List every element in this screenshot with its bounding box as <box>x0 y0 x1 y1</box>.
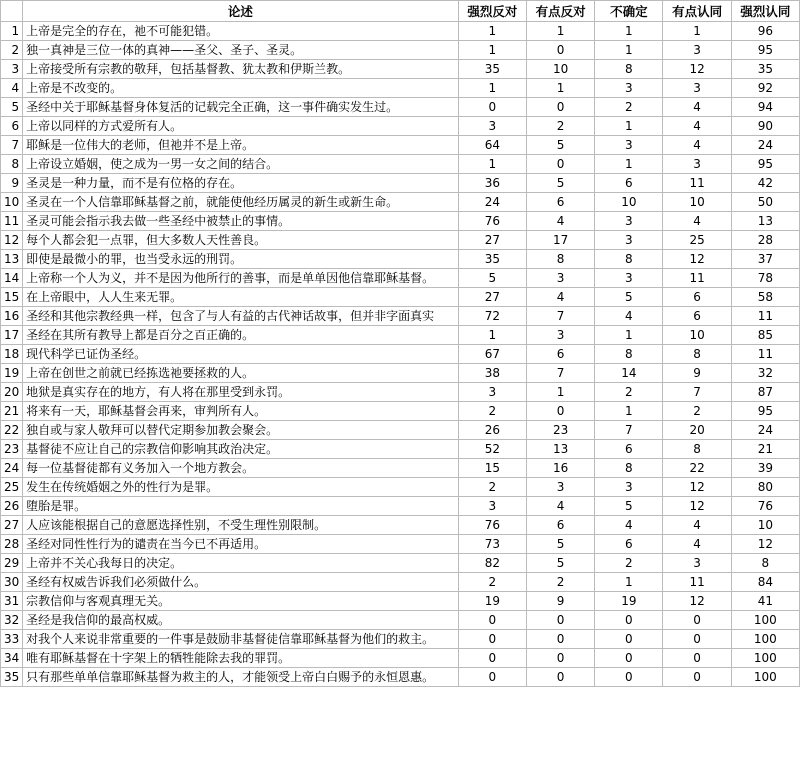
cell-not-sure: 2 <box>595 554 663 573</box>
table-row <box>1 630 800 649</box>
cell-not-sure: 19 <box>595 592 663 611</box>
cell-somewhat-agree: 10 <box>663 193 731 212</box>
row-index: 18 <box>1 345 23 364</box>
table-row <box>1 307 800 326</box>
cell-not-sure: 8 <box>595 250 663 269</box>
cell-somewhat-agree: 4 <box>663 136 731 155</box>
row-index: 33 <box>1 630 23 649</box>
cell-somewhat-agree: 12 <box>663 497 731 516</box>
row-statement: 圣灵是一种力量，而不是有位格的存在。 <box>23 174 459 193</box>
cell-somewhat-disagree: 9 <box>526 592 594 611</box>
cell-strongly-agree: 80 <box>731 478 799 497</box>
table-row <box>1 136 800 155</box>
row-statement: 圣灵可能会指示我去做一些圣经中被禁止的事情。 <box>23 212 459 231</box>
cell-not-sure: 1 <box>595 117 663 136</box>
row-statement: 上帝称一个人为义，并不是因为他所行的善事，而是单单因他信靠耶稣基督。 <box>23 269 459 288</box>
cell-strongly-agree: 32 <box>731 364 799 383</box>
cell-strongly-disagree: 0 <box>458 649 526 668</box>
row-index: 30 <box>1 573 23 592</box>
cell-not-sure: 1 <box>595 402 663 421</box>
row-statement: 每个人都会犯一点罪，但大多数人天性善良。 <box>23 231 459 250</box>
cell-somewhat-agree: 12 <box>663 250 731 269</box>
cell-somewhat-disagree: 0 <box>526 155 594 174</box>
row-index: 3 <box>1 60 23 79</box>
cell-somewhat-agree: 3 <box>663 155 731 174</box>
column-header-somewhat-agree: 有点认同 <box>663 1 731 22</box>
cell-not-sure: 5 <box>595 497 663 516</box>
row-statement: 圣经是我信仰的最高权威。 <box>23 611 459 630</box>
row-statement: 独一真神是三位一体的真神——圣父、圣子、圣灵。 <box>23 41 459 60</box>
cell-strongly-disagree: 3 <box>458 497 526 516</box>
cell-strongly-agree: 50 <box>731 193 799 212</box>
table-row <box>1 155 800 174</box>
cell-strongly-agree: 95 <box>731 41 799 60</box>
cell-somewhat-agree: 4 <box>663 98 731 117</box>
cell-somewhat-disagree: 7 <box>526 307 594 326</box>
cell-somewhat-disagree: 1 <box>526 383 594 402</box>
cell-somewhat-disagree: 17 <box>526 231 594 250</box>
cell-strongly-disagree: 1 <box>458 326 526 345</box>
row-index: 4 <box>1 79 23 98</box>
row-statement: 上帝以同样的方式爱所有人。 <box>23 117 459 136</box>
row-statement: 每一位基督徒都有义务加入一个地方教会。 <box>23 459 459 478</box>
row-statement: 将来有一天，耶稣基督会再来，审判所有人。 <box>23 402 459 421</box>
table-row <box>1 364 800 383</box>
cell-not-sure: 0 <box>595 649 663 668</box>
cell-strongly-agree: 11 <box>731 345 799 364</box>
cell-strongly-agree: 92 <box>731 79 799 98</box>
cell-somewhat-agree: 4 <box>663 535 731 554</box>
cell-strongly-disagree: 26 <box>458 421 526 440</box>
cell-strongly-disagree: 3 <box>458 383 526 402</box>
row-statement: 上帝设立婚姻，使之成为一男一女之间的结合。 <box>23 155 459 174</box>
cell-somewhat-disagree: 4 <box>526 212 594 231</box>
column-header-somewhat-disagree: 有点反对 <box>526 1 594 22</box>
row-index: 34 <box>1 649 23 668</box>
cell-somewhat-agree: 3 <box>663 554 731 573</box>
cell-strongly-disagree: 0 <box>458 611 526 630</box>
cell-somewhat-agree: 10 <box>663 326 731 345</box>
cell-somewhat-agree: 1 <box>663 22 731 41</box>
row-index: 35 <box>1 668 23 687</box>
column-header-strongly-agree: 强烈认同 <box>731 1 799 22</box>
cell-somewhat-disagree: 6 <box>526 345 594 364</box>
cell-strongly-agree: 76 <box>731 497 799 516</box>
cell-strongly-agree: 24 <box>731 421 799 440</box>
cell-not-sure: 3 <box>595 212 663 231</box>
cell-strongly-agree: 37 <box>731 250 799 269</box>
row-statement: 圣灵在一个人信靠耶稣基督之前，就能使他经历属灵的新生或新生命。 <box>23 193 459 212</box>
row-index: 28 <box>1 535 23 554</box>
cell-somewhat-disagree: 1 <box>526 22 594 41</box>
cell-strongly-disagree: 0 <box>458 668 526 687</box>
row-statement: 即使是最微小的罪，也当受永远的刑罚。 <box>23 250 459 269</box>
cell-somewhat-disagree: 5 <box>526 535 594 554</box>
table-row <box>1 269 800 288</box>
table-row <box>1 459 800 478</box>
table-row <box>1 98 800 117</box>
cell-strongly-agree: 42 <box>731 174 799 193</box>
cell-not-sure: 2 <box>595 98 663 117</box>
cell-strongly-disagree: 19 <box>458 592 526 611</box>
cell-somewhat-agree: 22 <box>663 459 731 478</box>
cell-somewhat-disagree: 0 <box>526 402 594 421</box>
cell-strongly-disagree: 0 <box>458 98 526 117</box>
row-index: 11 <box>1 212 23 231</box>
row-statement: 圣经对同性性行为的谴责在当今已不再适用。 <box>23 535 459 554</box>
cell-somewhat-disagree: 6 <box>526 516 594 535</box>
row-index: 12 <box>1 231 23 250</box>
cell-somewhat-disagree: 23 <box>526 421 594 440</box>
cell-strongly-disagree: 15 <box>458 459 526 478</box>
cell-not-sure: 0 <box>595 630 663 649</box>
cell-strongly-agree: 35 <box>731 60 799 79</box>
cell-strongly-agree: 58 <box>731 288 799 307</box>
cell-somewhat-agree: 20 <box>663 421 731 440</box>
table-row <box>1 193 800 212</box>
cell-somewhat-disagree: 5 <box>526 174 594 193</box>
row-index: 8 <box>1 155 23 174</box>
row-statement: 发生在传统婚姻之外的性行为是罪。 <box>23 478 459 497</box>
row-index: 20 <box>1 383 23 402</box>
table-row <box>1 250 800 269</box>
cell-somewhat-agree: 3 <box>663 79 731 98</box>
row-index: 21 <box>1 402 23 421</box>
table-row <box>1 383 800 402</box>
row-index: 31 <box>1 592 23 611</box>
row-statement: 耶稣是一位伟大的老师，但祂并不是上帝。 <box>23 136 459 155</box>
table-row <box>1 440 800 459</box>
table-row <box>1 421 800 440</box>
row-statement: 在上帝眼中，人人生来无罪。 <box>23 288 459 307</box>
cell-strongly-agree: 94 <box>731 98 799 117</box>
cell-somewhat-disagree: 8 <box>526 250 594 269</box>
cell-not-sure: 10 <box>595 193 663 212</box>
cell-strongly-agree: 85 <box>731 326 799 345</box>
cell-somewhat-disagree: 0 <box>526 630 594 649</box>
cell-strongly-agree: 84 <box>731 573 799 592</box>
row-index: 32 <box>1 611 23 630</box>
cell-strongly-disagree: 35 <box>458 60 526 79</box>
cell-strongly-agree: 87 <box>731 383 799 402</box>
row-index: 29 <box>1 554 23 573</box>
cell-strongly-agree: 100 <box>731 668 799 687</box>
cell-somewhat-agree: 2 <box>663 402 731 421</box>
cell-somewhat-disagree: 2 <box>526 573 594 592</box>
cell-strongly-agree: 100 <box>731 630 799 649</box>
row-statement: 地狱是真实存在的地方，有人将在那里受到永罚。 <box>23 383 459 402</box>
table-row <box>1 231 800 250</box>
cell-not-sure: 3 <box>595 231 663 250</box>
table-row <box>1 22 800 41</box>
cell-somewhat-agree: 9 <box>663 364 731 383</box>
cell-somewhat-agree: 4 <box>663 212 731 231</box>
cell-strongly-disagree: 38 <box>458 364 526 383</box>
column-header-statement: 论述 <box>23 1 459 22</box>
row-statement: 圣经在其所有教导上都是百分之百正确的。 <box>23 326 459 345</box>
cell-strongly-disagree: 3 <box>458 117 526 136</box>
cell-strongly-agree: 28 <box>731 231 799 250</box>
row-index: 24 <box>1 459 23 478</box>
cell-strongly-agree: 10 <box>731 516 799 535</box>
row-index: 23 <box>1 440 23 459</box>
cell-somewhat-disagree: 0 <box>526 611 594 630</box>
cell-strongly-agree: 96 <box>731 22 799 41</box>
row-index: 6 <box>1 117 23 136</box>
table-row <box>1 516 800 535</box>
cell-not-sure: 3 <box>595 478 663 497</box>
cell-strongly-disagree: 76 <box>458 212 526 231</box>
row-statement: 独自或与家人敬拜可以替代定期参加教会聚会。 <box>23 421 459 440</box>
cell-somewhat-disagree: 5 <box>526 554 594 573</box>
row-index: 19 <box>1 364 23 383</box>
table-row <box>1 326 800 345</box>
row-index: 27 <box>1 516 23 535</box>
cell-somewhat-agree: 12 <box>663 60 731 79</box>
cell-strongly-agree: 90 <box>731 117 799 136</box>
cell-somewhat-disagree: 4 <box>526 288 594 307</box>
cell-somewhat-agree: 11 <box>663 573 731 592</box>
cell-not-sure: 1 <box>595 22 663 41</box>
cell-strongly-disagree: 76 <box>458 516 526 535</box>
row-index: 14 <box>1 269 23 288</box>
table-row <box>1 79 800 98</box>
table-row <box>1 402 800 421</box>
row-statement: 圣经中关于耶稣基督身体复活的记载完全正确，这一事件确实发生过。 <box>23 98 459 117</box>
column-header-index <box>1 1 23 22</box>
cell-strongly-agree: 95 <box>731 155 799 174</box>
row-statement: 上帝是不改变的。 <box>23 79 459 98</box>
cell-not-sure: 4 <box>595 307 663 326</box>
cell-somewhat-disagree: 1 <box>526 79 594 98</box>
cell-strongly-disagree: 35 <box>458 250 526 269</box>
cell-somewhat-agree: 0 <box>663 630 731 649</box>
cell-strongly-disagree: 0 <box>458 630 526 649</box>
row-statement: 上帝在创世之前就已经拣选祂要拯救的人。 <box>23 364 459 383</box>
table-row <box>1 174 800 193</box>
cell-not-sure: 7 <box>595 421 663 440</box>
row-index: 7 <box>1 136 23 155</box>
table-row <box>1 345 800 364</box>
cell-not-sure: 6 <box>595 440 663 459</box>
row-index: 15 <box>1 288 23 307</box>
cell-strongly-agree: 100 <box>731 611 799 630</box>
row-statement: 对我个人来说非常重要的一件事是鼓励非基督徒信靠耶稣基督为他们的救主。 <box>23 630 459 649</box>
cell-strongly-disagree: 2 <box>458 478 526 497</box>
cell-strongly-agree: 100 <box>731 649 799 668</box>
cell-strongly-disagree: 1 <box>458 41 526 60</box>
cell-strongly-agree: 8 <box>731 554 799 573</box>
cell-somewhat-agree: 8 <box>663 345 731 364</box>
cell-somewhat-disagree: 0 <box>526 668 594 687</box>
row-statement: 宗教信仰与客观真理无关。 <box>23 592 459 611</box>
cell-not-sure: 8 <box>595 60 663 79</box>
cell-strongly-agree: 13 <box>731 212 799 231</box>
table-row <box>1 212 800 231</box>
table-header <box>1 1 800 22</box>
column-header-not-sure: 不确定 <box>595 1 663 22</box>
cell-strongly-disagree: 1 <box>458 79 526 98</box>
row-index: 17 <box>1 326 23 345</box>
cell-somewhat-agree: 12 <box>663 478 731 497</box>
cell-somewhat-disagree: 4 <box>526 497 594 516</box>
cell-strongly-disagree: 24 <box>458 193 526 212</box>
cell-somewhat-disagree: 3 <box>526 478 594 497</box>
cell-strongly-disagree: 2 <box>458 402 526 421</box>
row-index: 13 <box>1 250 23 269</box>
cell-strongly-agree: 41 <box>731 592 799 611</box>
cell-strongly-disagree: 36 <box>458 174 526 193</box>
cell-somewhat-agree: 6 <box>663 288 731 307</box>
table-row <box>1 535 800 554</box>
cell-somewhat-disagree: 0 <box>526 98 594 117</box>
cell-somewhat-disagree: 2 <box>526 117 594 136</box>
table-row <box>1 592 800 611</box>
cell-not-sure: 1 <box>595 326 663 345</box>
row-index: 5 <box>1 98 23 117</box>
cell-strongly-disagree: 73 <box>458 535 526 554</box>
cell-not-sure: 8 <box>595 459 663 478</box>
row-index: 1 <box>1 22 23 41</box>
cell-strongly-agree: 95 <box>731 402 799 421</box>
cell-somewhat-agree: 3 <box>663 41 731 60</box>
cell-not-sure: 6 <box>595 535 663 554</box>
row-index: 22 <box>1 421 23 440</box>
cell-strongly-disagree: 72 <box>458 307 526 326</box>
row-statement: 上帝并不关心我每日的决定。 <box>23 554 459 573</box>
cell-strongly-disagree: 1 <box>458 155 526 174</box>
cell-not-sure: 0 <box>595 668 663 687</box>
row-statement: 基督徒不应让自己的宗教信仰影响其政治决定。 <box>23 440 459 459</box>
cell-somewhat-agree: 7 <box>663 383 731 402</box>
table-row <box>1 649 800 668</box>
table-row <box>1 668 800 687</box>
table-row <box>1 60 800 79</box>
cell-somewhat-disagree: 7 <box>526 364 594 383</box>
cell-strongly-disagree: 5 <box>458 269 526 288</box>
cell-strongly-disagree: 27 <box>458 288 526 307</box>
cell-somewhat-disagree: 16 <box>526 459 594 478</box>
cell-not-sure: 1 <box>595 573 663 592</box>
table-row <box>1 497 800 516</box>
table-body <box>1 22 800 687</box>
cell-somewhat-agree: 6 <box>663 307 731 326</box>
cell-somewhat-agree: 0 <box>663 611 731 630</box>
cell-not-sure: 3 <box>595 269 663 288</box>
row-statement: 上帝是完全的存在，祂不可能犯错。 <box>23 22 459 41</box>
row-index: 9 <box>1 174 23 193</box>
cell-strongly-disagree: 1 <box>458 22 526 41</box>
table-row <box>1 554 800 573</box>
table-row <box>1 288 800 307</box>
row-statement: 上帝接受所有宗教的敬拜，包括基督教、犹太教和伊斯兰教。 <box>23 60 459 79</box>
table-row <box>1 41 800 60</box>
cell-somewhat-agree: 0 <box>663 649 731 668</box>
cell-strongly-agree: 21 <box>731 440 799 459</box>
row-statement: 只有那些单单信靠耶稣基督为救主的人，才能领受上帝白白赐予的永恒恩惠。 <box>23 668 459 687</box>
cell-somewhat-agree: 11 <box>663 174 731 193</box>
cell-strongly-disagree: 64 <box>458 136 526 155</box>
row-index: 10 <box>1 193 23 212</box>
table-row <box>1 573 800 592</box>
cell-not-sure: 6 <box>595 174 663 193</box>
cell-somewhat-disagree: 0 <box>526 649 594 668</box>
cell-somewhat-disagree: 13 <box>526 440 594 459</box>
cell-not-sure: 3 <box>595 79 663 98</box>
cell-not-sure: 8 <box>595 345 663 364</box>
cell-somewhat-agree: 0 <box>663 668 731 687</box>
cell-strongly-agree: 24 <box>731 136 799 155</box>
cell-somewhat-disagree: 6 <box>526 193 594 212</box>
cell-not-sure: 1 <box>595 41 663 60</box>
cell-strongly-disagree: 67 <box>458 345 526 364</box>
cell-somewhat-agree: 8 <box>663 440 731 459</box>
cell-not-sure: 5 <box>595 288 663 307</box>
table-header-row <box>1 1 800 22</box>
cell-strongly-disagree: 82 <box>458 554 526 573</box>
row-statement: 唯有耶稣基督在十字架上的牺牲能除去我的罪罚。 <box>23 649 459 668</box>
row-statement: 人应该能根据自己的意愿选择性别，不受生理性别限制。 <box>23 516 459 535</box>
cell-not-sure: 3 <box>595 136 663 155</box>
cell-somewhat-agree: 4 <box>663 516 731 535</box>
row-statement: 圣经和其他宗教经典一样，包含了与人有益的古代神话故事，但并非字面真实 <box>23 307 459 326</box>
cell-strongly-agree: 78 <box>731 269 799 288</box>
table-row <box>1 611 800 630</box>
cell-strongly-disagree: 2 <box>458 573 526 592</box>
row-statement: 现代科学已证伪圣经。 <box>23 345 459 364</box>
cell-somewhat-disagree: 3 <box>526 269 594 288</box>
cell-not-sure: 4 <box>595 516 663 535</box>
cell-not-sure: 14 <box>595 364 663 383</box>
row-index: 26 <box>1 497 23 516</box>
cell-somewhat-agree: 4 <box>663 117 731 136</box>
cell-somewhat-disagree: 5 <box>526 136 594 155</box>
cell-somewhat-agree: 11 <box>663 269 731 288</box>
cell-somewhat-disagree: 3 <box>526 326 594 345</box>
cell-strongly-disagree: 27 <box>458 231 526 250</box>
row-index: 16 <box>1 307 23 326</box>
table-row <box>1 117 800 136</box>
row-statement: 堕胎是罪。 <box>23 497 459 516</box>
cell-not-sure: 0 <box>595 611 663 630</box>
cell-strongly-agree: 12 <box>731 535 799 554</box>
row-index: 2 <box>1 41 23 60</box>
row-statement: 圣经有权威告诉我们必须做什么。 <box>23 573 459 592</box>
cell-strongly-agree: 11 <box>731 307 799 326</box>
row-index: 25 <box>1 478 23 497</box>
column-header-strongly-disagree: 强烈反对 <box>458 1 526 22</box>
cell-not-sure: 2 <box>595 383 663 402</box>
table-row <box>1 478 800 497</box>
cell-somewhat-agree: 25 <box>663 231 731 250</box>
cell-not-sure: 1 <box>595 155 663 174</box>
cell-somewhat-disagree: 0 <box>526 41 594 60</box>
cell-somewhat-agree: 12 <box>663 592 731 611</box>
cell-somewhat-disagree: 10 <box>526 60 594 79</box>
cell-strongly-disagree: 52 <box>458 440 526 459</box>
cell-strongly-agree: 39 <box>731 459 799 478</box>
